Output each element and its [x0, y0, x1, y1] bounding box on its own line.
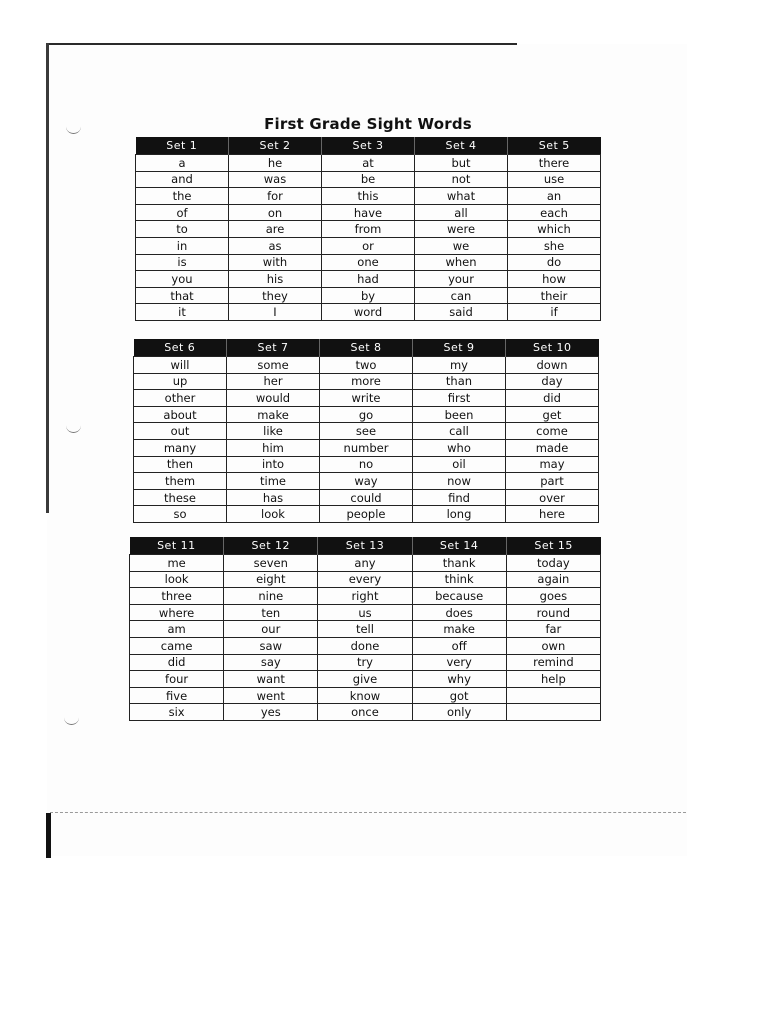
sight-word-cell: be [322, 171, 415, 188]
sight-word-cell: have [322, 204, 415, 221]
sight-word-cell: call [413, 423, 506, 440]
sight-word-cell: been [413, 406, 506, 423]
sight-word-cell: me [130, 555, 224, 572]
set-header: Set 12 [224, 537, 318, 555]
set-header: Set 2 [229, 137, 322, 155]
sight-word-cell: make [227, 406, 320, 423]
sight-word-cell: find [413, 489, 506, 506]
sight-word-cell: out [134, 423, 227, 440]
table-row [136, 254, 601, 271]
table-row [130, 604, 601, 621]
table-row [136, 171, 601, 188]
table-row [136, 287, 601, 304]
table-row [130, 555, 601, 572]
sight-word-cell: her [227, 373, 320, 390]
table-row [134, 423, 599, 440]
sight-word-cell: because [412, 588, 506, 605]
table-row [134, 489, 599, 506]
sight-word-cell: our [224, 621, 318, 638]
sight-words-table-sets-1-5 [135, 137, 601, 321]
sight-word-cell: and [136, 171, 229, 188]
sight-word-cell: go [320, 406, 413, 423]
sight-word-cell: try [318, 654, 412, 671]
set-header: Set 6 [134, 339, 227, 357]
sight-word-cell: make [412, 621, 506, 638]
sight-word-cell: where [130, 604, 224, 621]
sight-word-cell: today [506, 555, 600, 572]
sight-word-cell: my [413, 357, 506, 374]
sight-word-cell: we [415, 237, 508, 254]
set-header: Set 1 [136, 137, 229, 155]
sight-word-cell: way [320, 473, 413, 490]
sight-word-cell: use [508, 171, 601, 188]
sight-word-cell: very [412, 654, 506, 671]
sight-word-cell: his [229, 271, 322, 288]
sight-word-cell: your [415, 271, 508, 288]
table-row [136, 221, 601, 238]
sight-word-cell: has [227, 489, 320, 506]
table-row [136, 188, 601, 205]
sight-word-cell: him [227, 439, 320, 456]
sight-word-cell: help [506, 671, 600, 688]
set-header: Set 13 [318, 537, 412, 555]
sight-word-cell: day [506, 373, 599, 390]
sight-word-cell: came [130, 637, 224, 654]
sight-word-cell: can [415, 287, 508, 304]
sight-word-cell: write [320, 390, 413, 407]
sight-word-cell: or [322, 237, 415, 254]
table-row [130, 654, 601, 671]
sight-word-cell: nine [224, 588, 318, 605]
sight-word-cell: give [318, 671, 412, 688]
sight-word-cell: do [508, 254, 601, 271]
sight-word-cell: now [413, 473, 506, 490]
sight-word-cell: if [508, 304, 601, 321]
sight-word-cell: with [229, 254, 322, 271]
set-header: Set 10 [506, 339, 599, 357]
sight-word-cell: some [227, 357, 320, 374]
table-row [130, 687, 601, 704]
sight-word-cell: went [224, 687, 318, 704]
sight-word-cell: it [136, 304, 229, 321]
table-row [134, 357, 599, 374]
sight-word-cell: how [508, 271, 601, 288]
sight-word-cell: am [130, 621, 224, 638]
sight-word-cell: number [320, 439, 413, 456]
sight-word-cell: tell [318, 621, 412, 638]
sight-word-cell: eight [224, 571, 318, 588]
table-row [130, 671, 601, 688]
sight-word-cell: once [318, 704, 412, 721]
set-header: Set 11 [130, 537, 224, 555]
table-row [134, 456, 599, 473]
set-header: Set 15 [506, 537, 600, 555]
sight-word-cell [506, 704, 600, 721]
scan-fold-line [50, 812, 686, 813]
sight-word-cell: they [229, 287, 322, 304]
sight-word-cell: five [130, 687, 224, 704]
sight-word-cell: the [136, 188, 229, 205]
page-edge-left [46, 43, 49, 513]
set-header: Set 3 [322, 137, 415, 155]
sight-word-cell: two [320, 357, 413, 374]
sight-word-cell: six [130, 704, 224, 721]
table-row [136, 271, 601, 288]
sight-word-cell: say [224, 654, 318, 671]
table-row [130, 571, 601, 588]
sight-word-cell: more [320, 373, 413, 390]
sight-words-table-sets-6-10 [133, 339, 599, 523]
sight-word-cell: goes [506, 588, 600, 605]
sight-word-cell: a [136, 155, 229, 172]
sight-word-cell: their [508, 287, 601, 304]
sight-word-cell: so [134, 506, 227, 523]
table-row [136, 204, 601, 221]
sight-word-cell: want [224, 671, 318, 688]
sight-word-cell: get [506, 406, 599, 423]
sight-word-cell: round [506, 604, 600, 621]
header-row [134, 339, 599, 357]
table-row [136, 237, 601, 254]
table-row [134, 390, 599, 407]
sight-word-cell: when [415, 254, 508, 271]
sight-word-cell: ten [224, 604, 318, 621]
table-row [130, 704, 601, 721]
sight-word-cell: why [412, 671, 506, 688]
sight-word-cell: was [229, 171, 322, 188]
sight-word-cell: four [130, 671, 224, 688]
sight-word-cell: oil [413, 456, 506, 473]
sight-word-cell: us [318, 604, 412, 621]
sight-word-cell: this [322, 188, 415, 205]
sight-word-cell: she [508, 237, 601, 254]
sight-word-cell: then [134, 456, 227, 473]
sight-word-cell: remind [506, 654, 600, 671]
sight-word-cell: people [320, 506, 413, 523]
sight-word-cell: again [506, 571, 600, 588]
table-row [136, 304, 601, 321]
sight-word-cell: had [322, 271, 415, 288]
table-row [130, 621, 601, 638]
page-edge-left-lower [46, 813, 51, 858]
sight-word-cell: no [320, 456, 413, 473]
sight-word-cell: there [508, 155, 601, 172]
sight-word-cell: word [322, 304, 415, 321]
sight-word-cell: did [130, 654, 224, 671]
sight-word-cell: many [134, 439, 227, 456]
sight-word-cell: other [134, 390, 227, 407]
sight-word-cell [506, 687, 600, 704]
sight-word-cell: from [322, 221, 415, 238]
sight-word-cell: seven [224, 555, 318, 572]
sight-word-cell: were [415, 221, 508, 238]
sight-word-cell: each [508, 204, 601, 221]
sight-word-cell: who [413, 439, 506, 456]
sight-word-cell: but [415, 155, 508, 172]
sight-word-cell: down [506, 357, 599, 374]
sight-word-cell: that [136, 287, 229, 304]
sight-word-cell: time [227, 473, 320, 490]
set-header: Set 5 [508, 137, 601, 155]
sight-words-table-sets-11-15 [129, 537, 601, 721]
sight-word-cell: may [506, 456, 599, 473]
set-header: Set 9 [413, 339, 506, 357]
sight-word-cell: yes [224, 704, 318, 721]
sight-word-cell: these [134, 489, 227, 506]
sight-word-cell: saw [224, 637, 318, 654]
sight-word-cell: own [506, 637, 600, 654]
sight-word-cell: into [227, 456, 320, 473]
sight-word-cell: an [508, 188, 601, 205]
sight-word-cell: as [229, 237, 322, 254]
sight-word-cell: one [322, 254, 415, 271]
sight-word-cell: at [322, 155, 415, 172]
sight-word-cell: did [506, 390, 599, 407]
sight-word-cell: are [229, 221, 322, 238]
sight-word-cell: like [227, 423, 320, 440]
page-edge-top [47, 43, 517, 45]
sight-word-cell: right [318, 588, 412, 605]
sight-word-cell: not [415, 171, 508, 188]
sight-word-cell: could [320, 489, 413, 506]
table-row [134, 473, 599, 490]
table-row [130, 637, 601, 654]
sight-word-cell: which [508, 221, 601, 238]
sight-word-cell: all [415, 204, 508, 221]
sight-word-cell: you [136, 271, 229, 288]
sight-word-cell: on [229, 204, 322, 221]
sight-word-cell: for [229, 188, 322, 205]
sight-word-cell: would [227, 390, 320, 407]
sight-word-cell: every [318, 571, 412, 588]
sight-word-cell: by [322, 287, 415, 304]
page-title: First Grade Sight Words [264, 115, 472, 133]
set-header: Set 14 [412, 537, 506, 555]
header-row [136, 137, 601, 155]
sight-word-cell: far [506, 621, 600, 638]
sight-word-cell: off [412, 637, 506, 654]
sight-word-cell: here [506, 506, 599, 523]
sight-word-cell: see [320, 423, 413, 440]
sight-word-cell: of [136, 204, 229, 221]
table-row [134, 439, 599, 456]
table-row [134, 406, 599, 423]
sight-word-cell: thank [412, 555, 506, 572]
sight-word-cell: up [134, 373, 227, 390]
sight-word-cell: said [415, 304, 508, 321]
header-row [130, 537, 601, 555]
sight-word-cell: got [412, 687, 506, 704]
sight-word-cell: know [318, 687, 412, 704]
sight-word-cell: look [130, 571, 224, 588]
sight-word-cell: them [134, 473, 227, 490]
sight-word-cell: look [227, 506, 320, 523]
sight-word-cell: done [318, 637, 412, 654]
sight-word-cell: part [506, 473, 599, 490]
sight-word-cell: in [136, 237, 229, 254]
sight-word-cell: three [130, 588, 224, 605]
sight-word-cell: I [229, 304, 322, 321]
table-row [130, 588, 601, 605]
sight-word-cell: over [506, 489, 599, 506]
sight-word-cell: will [134, 357, 227, 374]
table-row [134, 506, 599, 523]
sight-word-cell: think [412, 571, 506, 588]
sight-word-cell: what [415, 188, 508, 205]
table-row [134, 373, 599, 390]
sight-word-cell: about [134, 406, 227, 423]
sight-word-cell: first [413, 390, 506, 407]
sight-word-cell: long [413, 506, 506, 523]
sight-word-cell: is [136, 254, 229, 271]
sight-word-cell: than [413, 373, 506, 390]
sight-word-cell: any [318, 555, 412, 572]
sight-word-cell: to [136, 221, 229, 238]
sight-word-cell: does [412, 604, 506, 621]
sight-word-cell: come [506, 423, 599, 440]
sight-word-cell: only [412, 704, 506, 721]
table-row [136, 155, 601, 172]
set-header: Set 8 [320, 339, 413, 357]
set-header: Set 7 [227, 339, 320, 357]
set-header: Set 4 [415, 137, 508, 155]
sight-word-cell: made [506, 439, 599, 456]
sight-word-cell: he [229, 155, 322, 172]
